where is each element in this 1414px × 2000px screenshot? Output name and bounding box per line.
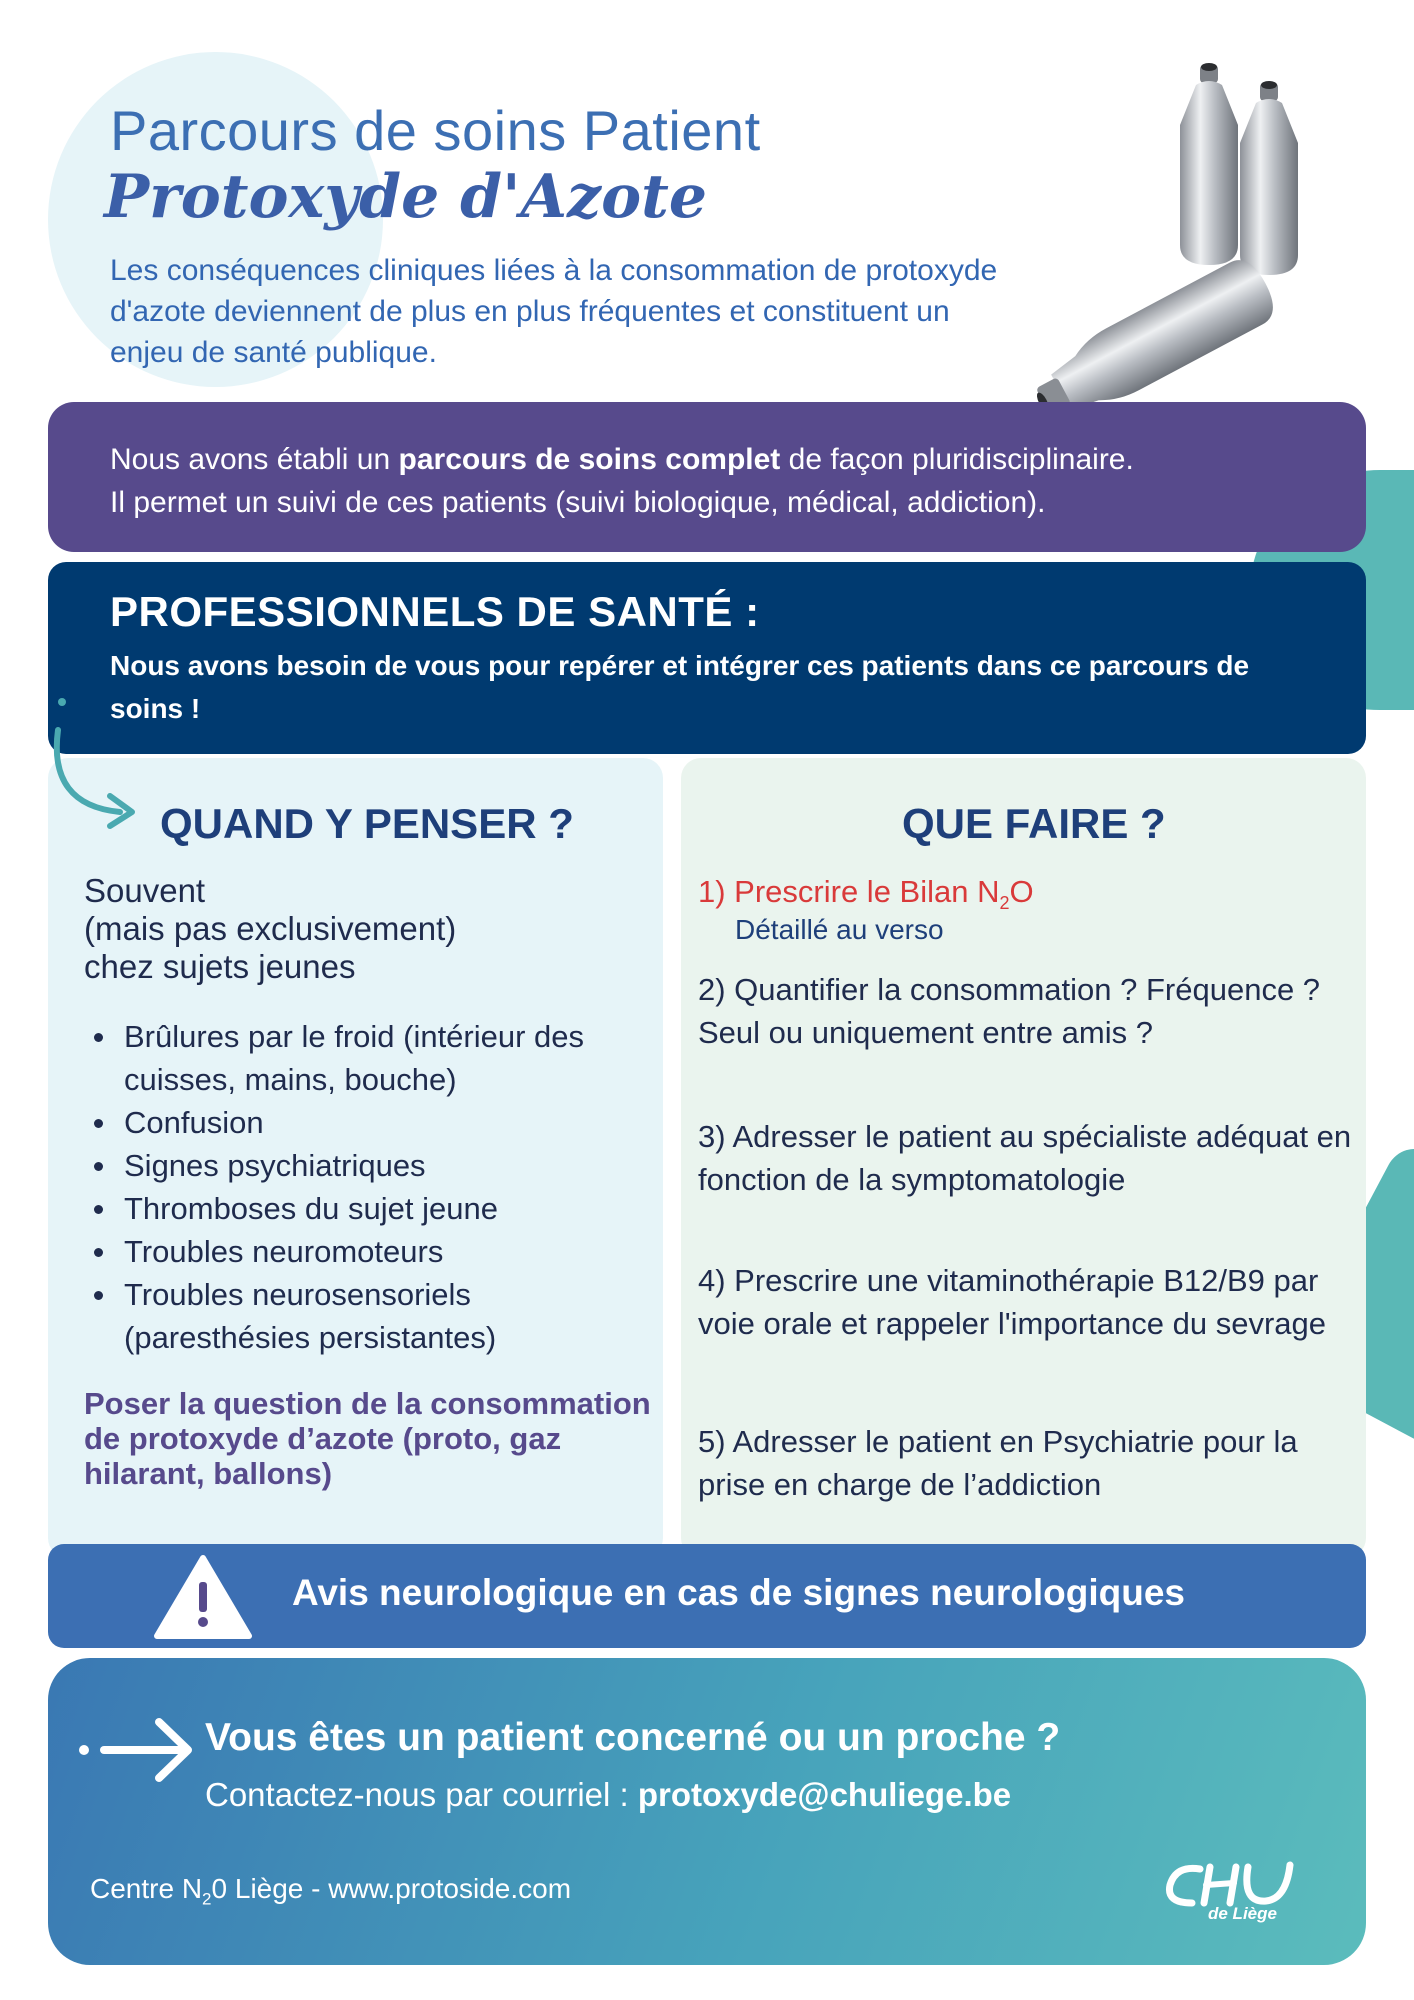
arrow-right-icon [74,1710,204,1790]
banner-text-line2: Il permet un suivi de ces patients (suivi biologique, médical, addiction). [110,486,1046,519]
symptom-list [84,1015,654,1359]
intro-banner [48,402,1366,552]
population-text [84,872,644,986]
curved-arrow-icon [40,690,150,830]
what-to-do-heading: QUE FAIRE ? [902,800,1166,847]
step-5: 5) Adresser le patient en Psychiatrie pour la prise en charge de l’addiction [698,1424,1298,1502]
patient-question: Vous êtes un patient concerné ou un proche ? [205,1716,1061,1759]
contact-email-link[interactable]: protoxyde@chuliege.be [637,1776,1012,1813]
footer-centre-info [90,1873,571,1910]
step-1-post: O [1009,874,1034,909]
step-1-pre: 1) Prescrire le Bilan N [698,874,1000,909]
banner-text-post: de façon pluridisciplinaire. [780,443,1134,476]
when-to-think-heading: QUAND Y PENSER ? [160,800,574,847]
step-4: 4) Prescrire une vitaminothérapie B12/B9 par voie orale et rappeler l'importance du sevrage [698,1263,1326,1341]
neurology-warning-banner [48,1544,1366,1648]
population-line-1: Souvent [84,872,206,909]
professionals-banner [48,562,1366,754]
step-3: 3) Adresser le patient au spécialiste adéquat en fonction de la symptomatologie [698,1119,1352,1197]
symptom-item: Signes psychiatriques [84,1144,654,1187]
footer-post: 0 Liège - www.protoside.com [211,1873,572,1904]
symptom-item: Troubles neuromoteurs [84,1230,654,1273]
professionals-subtext: Nous avons besoin de vous pour repérer et intégrer ces patients dans ce parcours de soins ! [110,650,1250,724]
page-subtitle: Protoxyde d'Azote [104,162,707,232]
symptom-item: Thromboses du sujet jeune [84,1187,654,1230]
contact-line [205,1776,1011,1814]
step-1-subscript: 2 [999,893,1010,914]
symptom-item: Troubles neurosensoriels (paresthésies persistantes) [84,1273,654,1359]
step-1-detail: Détaillé au verso [735,914,944,945]
ask-question-text: Poser la question de la consommation de protoxyde d’azote (proto, gaz hilarant, ballons) [84,1386,651,1491]
warning-text: Avis neurologique en cas de signes neurologiques [292,1572,1185,1613]
patient-contact-banner [48,1658,1366,1965]
symptom-item: Confusion [84,1101,654,1144]
population-line-2: (mais pas exclusivement) [84,910,457,947]
banner-text-bold: parcours de soins complet [398,443,781,476]
professionals-heading: PROFESSIONNELS DE SANTÉ : [110,588,760,635]
symptom-item: Brûlures par le froid (intérieur des cuisses, mains, bouche) [84,1015,654,1101]
step-2: 2) Quantifier la consommation ? Fréquence ? Seul ou uniquement entre amis ? [698,972,1321,1050]
contact-label: Contactez-nous par courriel : [205,1776,638,1813]
footer-subscript: 2 [202,1889,212,1909]
page-title: Parcours de soins Patient [110,99,761,162]
intro-text: Les conséquences cliniques liées à la consommation de protoxyde d'azote deviennent de plus en plus fréquentes et constituent un enjeu de santé publique. [110,254,998,369]
population-line-3: chez sujets jeunes [84,948,356,985]
logo-subtitle: de Liège [1208,1904,1277,1923]
gas-cartridges-illustration [1010,55,1300,415]
warning-triangle-icon [153,1552,253,1640]
banner-text-pre: Nous avons établi un [110,443,399,476]
footer-pre: Centre N [90,1873,203,1904]
